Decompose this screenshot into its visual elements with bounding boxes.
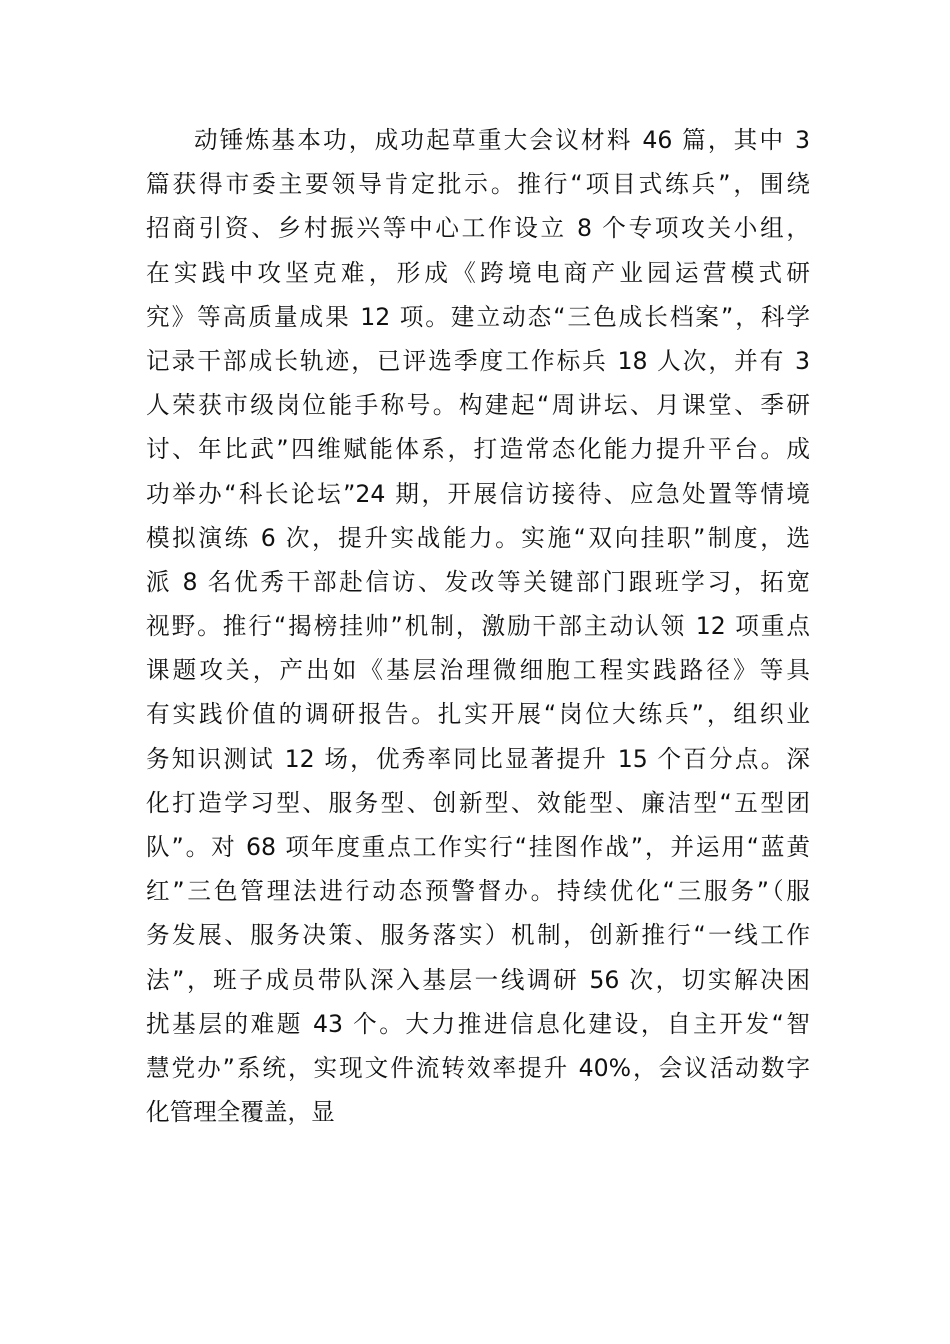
text-line-6: 记录干部成长轨迹，已评选季度工作标兵 18 人次，并有 3 [146, 346, 810, 375]
text-line-13: 课题攻关，产出如《基层治理微细胞工程实践路径》等具 [146, 656, 810, 685]
text-line-20: 法”，班子成员带队深入基层一线调研 56 次，切实解决困 [146, 965, 810, 994]
text-line-18: 红”三色管理法进行动态预警督办。持续优化“三服务”（服 [146, 877, 810, 906]
text-line-23: 化管理全覆盖，显 [146, 1098, 335, 1127]
text-line-15: 务知识测试 12 场，优秀率同比显著提升 15 个百分点。深 [146, 744, 810, 773]
text-line-11: 派 8 名优秀干部赴信访、发改等关键部门跟班学习，拓宽 [146, 567, 810, 596]
text-line-5: 究》等高质量成果 12 项。建立动态“三色成长档案”，科学 [146, 302, 810, 331]
text-line-2: 篇获得市委主要领导肯定批示。推行“项目式练兵”，围绕 [146, 170, 810, 199]
text-line-16: 化打造学习型、服务型、创新型、效能型、廉洁型“五型团 [146, 788, 810, 817]
text-line-12: 视野。推行“揭榜挂帅”机制，激励干部主动认领 12 项重点 [146, 612, 810, 641]
text-line-9: 功举办“科长论坛”24 期，开展信访接待、应急处置等情境 [146, 479, 810, 508]
text-line-7: 人荣获市级岗位能手称号。构建起“周讲坛、月课堂、季研 [146, 391, 810, 420]
text-line-17: 队”。对 68 项年度重点工作实行“挂图作战”，并运用“蓝黄 [146, 833, 810, 861]
text-line-21: 扰基层的难题 43 个。大力推进信息化建设，自主开发“智 [146, 1009, 810, 1038]
text-line-10: 模拟演练 6 次，提升实战能力。实施“双向挂职”制度，选 [146, 523, 810, 552]
text-line-4: 在实践中攻坚克难，形成《跨境电商产业园运营模式研 [146, 258, 810, 287]
text-line-22: 慧党办”系统，实现文件流转效率提升 40%，会议活动数字 [146, 1053, 810, 1082]
text-line-19: 务发展、服务决策、服务落实）机制，创新推行“一线工作 [146, 921, 810, 950]
text-line-8: 讨、年比武”四维赋能体系，打造常态化能力提升平台。成 [146, 435, 810, 464]
body-paragraph [146, 118, 810, 1134]
text-line-14: 有实践价值的调研报告。扎实开展“岗位大练兵”，组织业 [146, 700, 810, 729]
text-line-3: 招商引资、乡村振兴等中心工作设立 8 个专项攻关小组， [146, 214, 810, 243]
text-line-1: 动锤炼基本功，成功起草重大会议材料 46 篇，其中 3 [194, 126, 810, 154]
